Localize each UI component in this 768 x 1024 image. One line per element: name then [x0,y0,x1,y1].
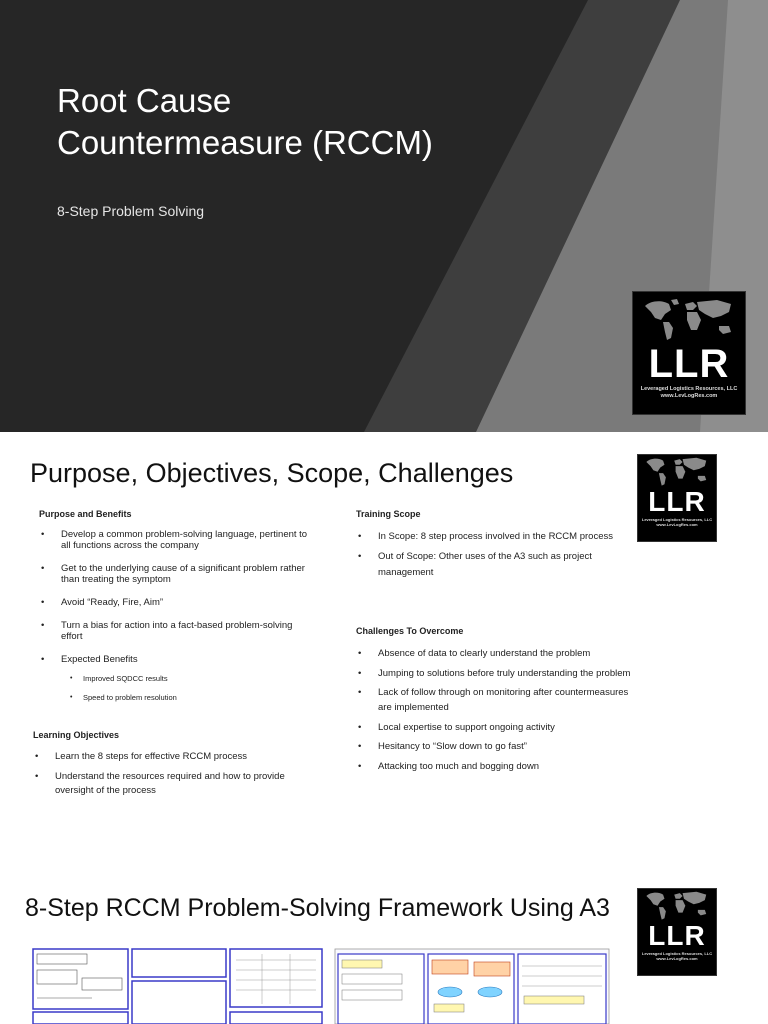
list-item: • In Scope: 8 step process involved in the RCCM process [356,529,636,545]
list-item-label: Expected Benefits [61,654,138,665]
sub-list-item: • Speed to problem resolution [61,692,309,703]
benefits-sublist [61,673,309,703]
training-list [356,529,636,581]
llr-logo [637,454,717,542]
logo-company: Leveraged Logistics Resources, LLC [641,951,713,956]
logo-website: www.LevLogRes.com [660,393,718,399]
training-scope-section [356,509,636,585]
slide-title [57,80,617,164]
llr-logo [637,888,717,976]
slide-title-line2: Countermeasure (RCCM) [57,124,433,161]
sub-list-item: • Improved SQDCC results [61,673,309,684]
purpose-list [39,529,309,703]
world-map-icon [642,455,712,487]
world-map-icon [641,296,737,342]
challenges-list [356,646,636,774]
challenges-section [356,626,636,778]
training-heading: Training Scope [356,509,421,519]
list-item: • Out of Scope: Other uses of the A3 such as project management [356,549,636,581]
list-item: • Turn a bias for action into a fact-based problem-solving effort [39,620,309,642]
objectives-list [33,750,323,798]
list-item: • Learn the 8 steps for effective RCCM process [33,750,323,764]
logo-website: www.LevLogRes.com [656,956,698,961]
list-item-expected-benefits [39,654,309,703]
slide-title: Purpose, Objectives, Scope, Challenges [30,458,514,488]
logo-letters: LLR [648,486,706,517]
list-item: • Local expertise to support ongoing activity [356,720,636,735]
logo-company: Leveraged Logistics Resources, LLC [641,517,713,522]
objectives-heading: Learning Objectives [33,730,120,740]
list-item: • Avoid “Ready, Fire, Aim” [39,597,309,608]
objectives-section [33,730,323,804]
list-item: • Attacking too much and bogging down [356,759,636,774]
list-item: • Jumping to solutions before truly understanding the problem [356,666,636,681]
list-item: • Absence of data to clearly understand the problem [356,646,636,661]
challenges-heading: Challenges To Overcome [356,626,464,636]
world-map-icon [642,889,712,921]
a3-template-thumbnail-left [32,948,324,1024]
purpose-slide [0,432,768,864]
logo-website: www.LevLogRes.com [656,522,698,527]
list-item: • Develop a common problem-solving language, pertinent to all functions across the company [39,529,309,551]
logo-letters: LLR [648,342,730,386]
slide-title-line1: Root Cause [57,82,232,119]
list-item: • Hesitancy to “Slow down to go fast” [356,739,636,754]
llr-logo [632,291,746,415]
list-item: • Lack of follow through on monitoring after countermeasures are implemented [356,685,636,715]
purpose-heading: Purpose and Benefits [39,509,132,519]
framework-slide [0,864,768,1024]
purpose-section [39,509,309,715]
logo-letters: LLR [648,920,706,951]
a3-template-thumbnail-right [334,948,610,1024]
list-item: • Get to the underlying cause of a significant problem rather than treating the symptom [39,563,309,585]
list-item: • Understand the resources required and how to provide oversight of the process [33,770,323,798]
logo-company: Leveraged Logistics Resources, LLC [640,386,738,392]
slide-title: 8-Step RCCM Problem-Solving Framework Using A3 [25,894,610,922]
title-slide [0,0,768,432]
slide-subtitle: 8-Step Problem Solving [57,203,205,219]
